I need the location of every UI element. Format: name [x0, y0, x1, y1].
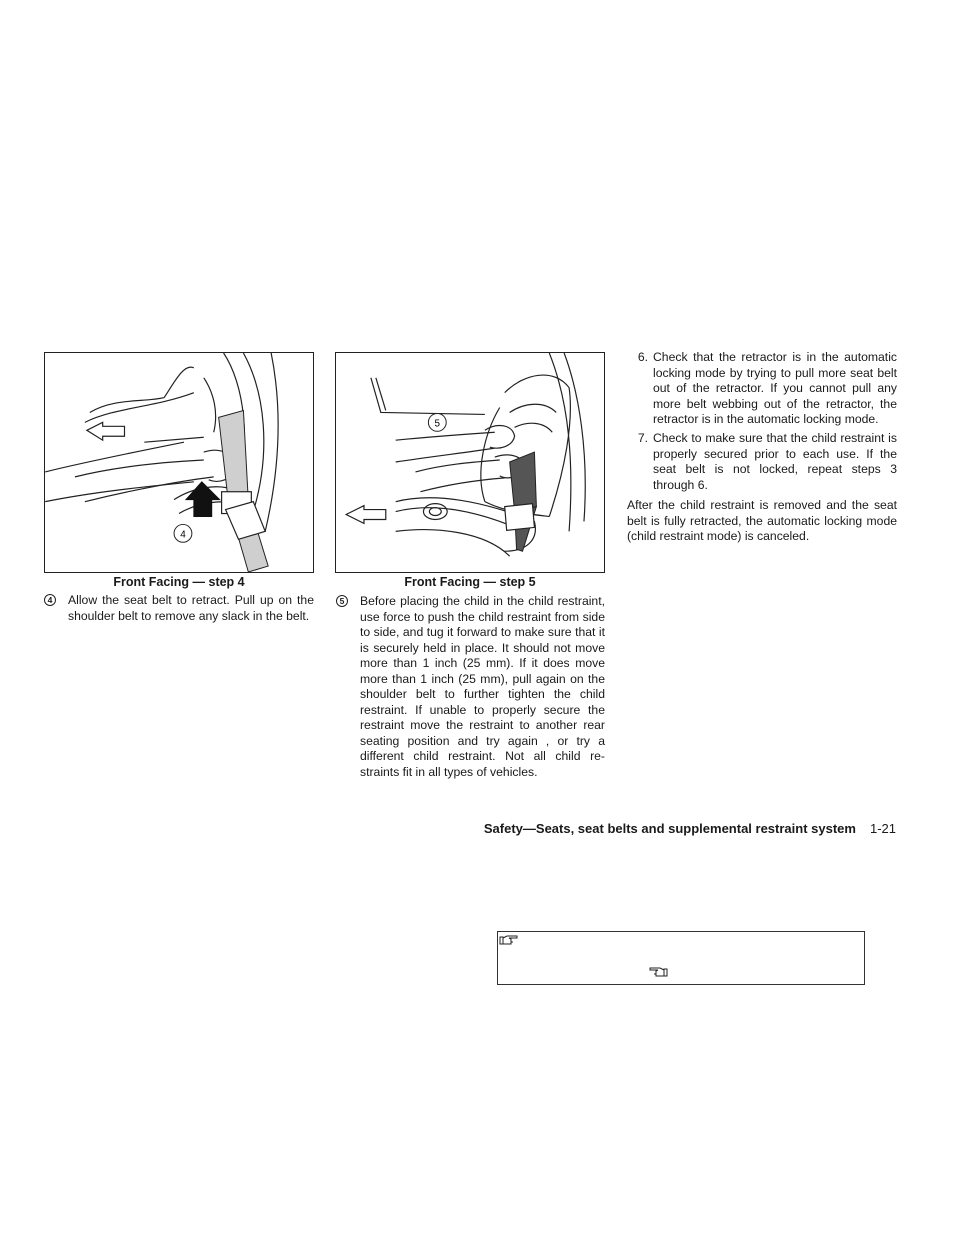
figure-front-facing-step-4: [44, 352, 314, 573]
numbered-step-6: [626, 350, 897, 428]
note-box: [497, 931, 865, 985]
numbered-step-7-text: Check to make sure that the child restraint is properly secured prior to each use. If the seat belt is not locked, repeat steps 3 through 6.: [653, 431, 897, 492]
step-4-text: Allow the seat belt to retract. Pull up on the shoulder belt to remove any slack in the belt.: [68, 593, 314, 623]
step-5-text: Before placing the child in the child restraint, use force to push the child restraint from side to side, and tug it forward to make sure that it is securely held in place. It should not move more than 1 inch (25 mm). If it does move more than 1 inch (25 mm), pull again on the shoulder belt to further tighten the child restraint. If unable to properly secure the restraint move the restraint to another rear seating position and try again , or try a different child restraint. Not all child re-straints fit in all types of vehicles.: [360, 594, 605, 779]
page-number: 1-21: [869, 821, 896, 836]
step-4-marker: 4: [44, 594, 56, 606]
illustration-restraint-push: [336, 353, 604, 572]
numbered-step-7-number: 7.: [637, 431, 648, 445]
figure-caption-step-5: Front Facing — step 5: [404, 575, 536, 589]
numbered-step-6-number: 6.: [637, 350, 648, 364]
closing-paragraph: After the child restraint is removed and the seat belt is fully retracted, the automatic locking mode (child restraint mode) is canceled.: [627, 498, 897, 543]
footer-section-title: Safety—Seats, seat belts and supplemental restraint system: [483, 821, 856, 836]
pointing-hand-left-icon: [648, 966, 668, 979]
numbered-step-6-text: Check that the retractor is in the automatic locking mode by trying to pull more seat belt out of the retractor. If you cannot pull any more belt webbing out of the retractor, the retractor is in the automatic locking mode.: [653, 350, 897, 426]
pointing-hand-icon: [499, 934, 519, 947]
page-footer: [400, 821, 896, 836]
figure-callout-4: 4: [180, 529, 186, 541]
step-4-instruction: [44, 593, 314, 624]
numbered-step-7: [626, 431, 897, 493]
figure-front-facing-step-5: [335, 352, 605, 573]
step-5-instruction: [336, 594, 605, 780]
illustration-belt-retract: [45, 353, 313, 572]
step-5-marker: 5: [336, 595, 348, 607]
figure-callout-5: 5: [434, 418, 441, 430]
figure-caption-step-4: Front Facing — step 4: [113, 575, 245, 589]
